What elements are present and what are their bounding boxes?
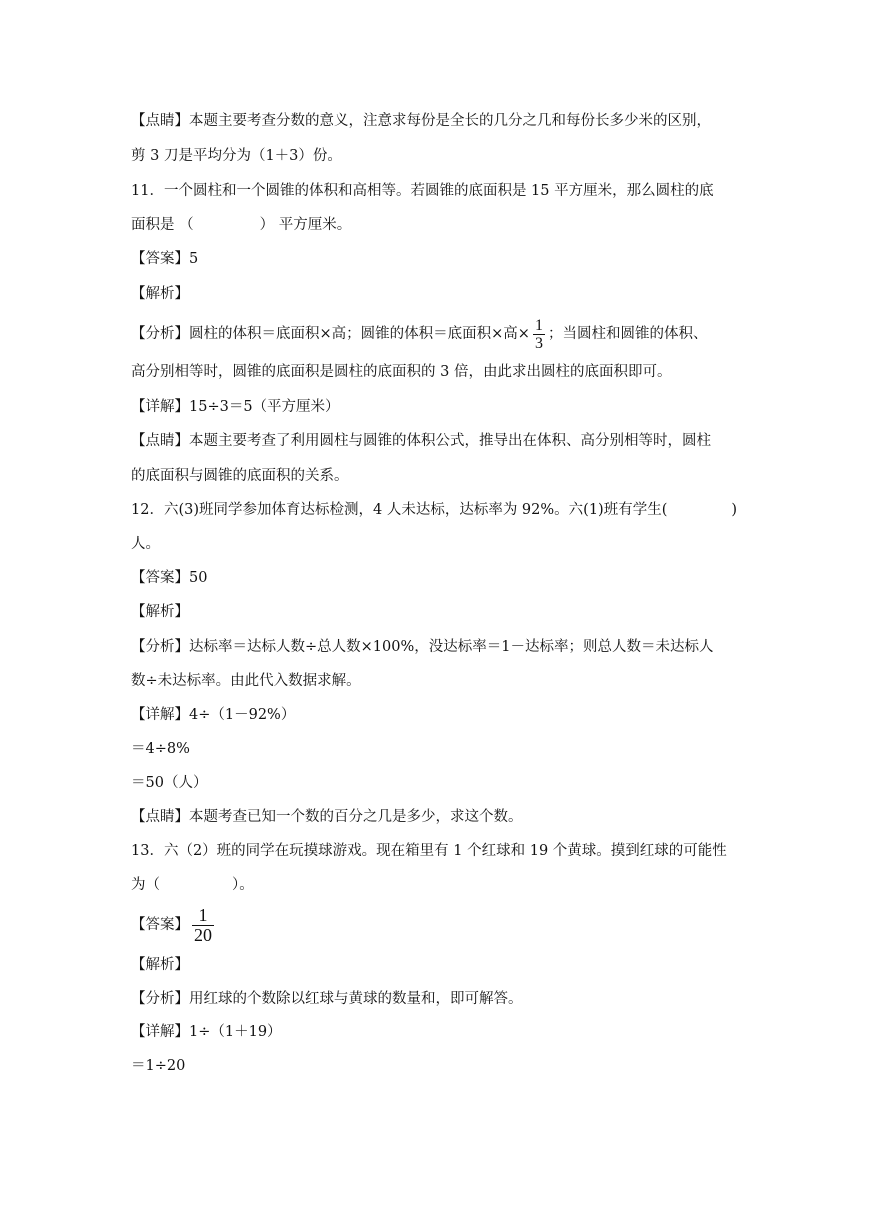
q13-answer: [131, 902, 217, 948]
q11-fenxi-prefix: 【分析】圆柱的体积＝底面积×高；圆锥的体积＝底面积×高×: [131, 326, 530, 342]
q13-answer-label: 【答案】: [131, 917, 189, 933]
q12-stem-line-2: 人。: [131, 536, 160, 552]
q11-stem-suffix: ） 平方厘米。: [259, 217, 352, 233]
q11-answer: 【答案】5: [131, 251, 199, 267]
q13-answer-denominator: 20: [194, 924, 212, 945]
q11-fraction-one-third: [533, 317, 545, 352]
q13-jiexi-heading: 【解析】: [131, 957, 189, 973]
q11-fenxi-line-1: [131, 312, 707, 356]
q13-xiangjie-line-2: ＝1÷20: [131, 1058, 186, 1074]
q12-xiangjie-line-3: ＝50（人）: [131, 775, 208, 791]
q13-stem-line-1: 13．六（2）班的同学在玩摸球游戏。现在箱里有 1 个红球和 19 个黄球。摸到红球的可能性: [131, 843, 727, 859]
q11-fenxi-suffix: ；当圆柱和圆锥的体积、: [547, 326, 708, 342]
q11-fenxi-line-2: 高分别相等时，圆锥的底面积是圆柱的底面积的 3 倍，由此求出圆柱的底面积即可。: [131, 364, 672, 380]
q11-jiexi-heading: 【解析】: [131, 286, 189, 302]
q11-fraction-denominator: 3: [534, 334, 543, 352]
q12-fenxi-line-1: 【分析】达标率＝达标人数÷总人数×100%，没达标率＝1－达标率；则总人数＝未达标人: [131, 639, 714, 655]
q12-fenxi-line-2: 数÷未达标率。由此代入数据求解。: [131, 673, 361, 689]
q10-dianjing-line-1: 【点睛】本题主要考查分数的意义，注意求每份是全长的几分之几和每份长多少米的区别，: [131, 113, 711, 129]
q13-stem-prefix: 为（: [131, 877, 160, 893]
q13-answer-numerator: 1: [192, 906, 214, 926]
q11-xiangjie: 【详解】15÷3＝5（平方厘米）: [131, 399, 340, 415]
q12-stem-line-1: [131, 500, 737, 520]
q13-fenxi: 【分析】用红球的个数除以红球与黄球的数量和，即可解答。: [131, 991, 523, 1007]
q12-xiangjie-line-2: ＝4÷8%: [131, 741, 190, 757]
q11-fraction-numerator: 1: [534, 316, 543, 334]
q11-dianjing-line-1: 【点睛】本题主要考查了利用圆柱与圆锥的体积公式，推导出在体积、高分别相等时，圆柱: [131, 433, 711, 449]
q11-dianjing-line-2: 的底面积与圆锥的底面积的关系。: [131, 468, 349, 484]
q13-stem-line-2: [131, 875, 254, 895]
q13-xiangjie-line-1: 【详解】1÷（1＋19）: [131, 1024, 282, 1040]
q12-stem-suffix: ): [731, 502, 738, 518]
q12-stem-prefix: 12．六(3)班同学参加体育达标检测，4 人未达标，达标率为 92%。六(1)班有学生(: [131, 502, 668, 518]
q12-xiangjie-line-1: 【详解】4÷（1－92%）: [131, 707, 296, 723]
q13-stem-suffix: ）。: [232, 877, 254, 893]
q10-dianjing-line-2: 剪 3 刀是平均分为（1＋3）份。: [131, 148, 342, 164]
q12-answer: 【答案】50: [131, 570, 208, 586]
q11-stem-prefix: 面积是 （: [131, 217, 194, 233]
q12-dianjing: 【点睛】本题考查已知一个数的百分之几是多少，求这个数。: [131, 809, 523, 825]
q13-answer-fraction: [192, 906, 214, 945]
q11-stem-line-1: 11．一个圆柱和一个圆锥的体积和高相等。若圆锥的底面积是 15 平方厘米，那么圆柱的底: [131, 183, 714, 199]
q12-jiexi-heading: 【解析】: [131, 604, 189, 620]
q11-stem-line-2: [131, 215, 351, 235]
